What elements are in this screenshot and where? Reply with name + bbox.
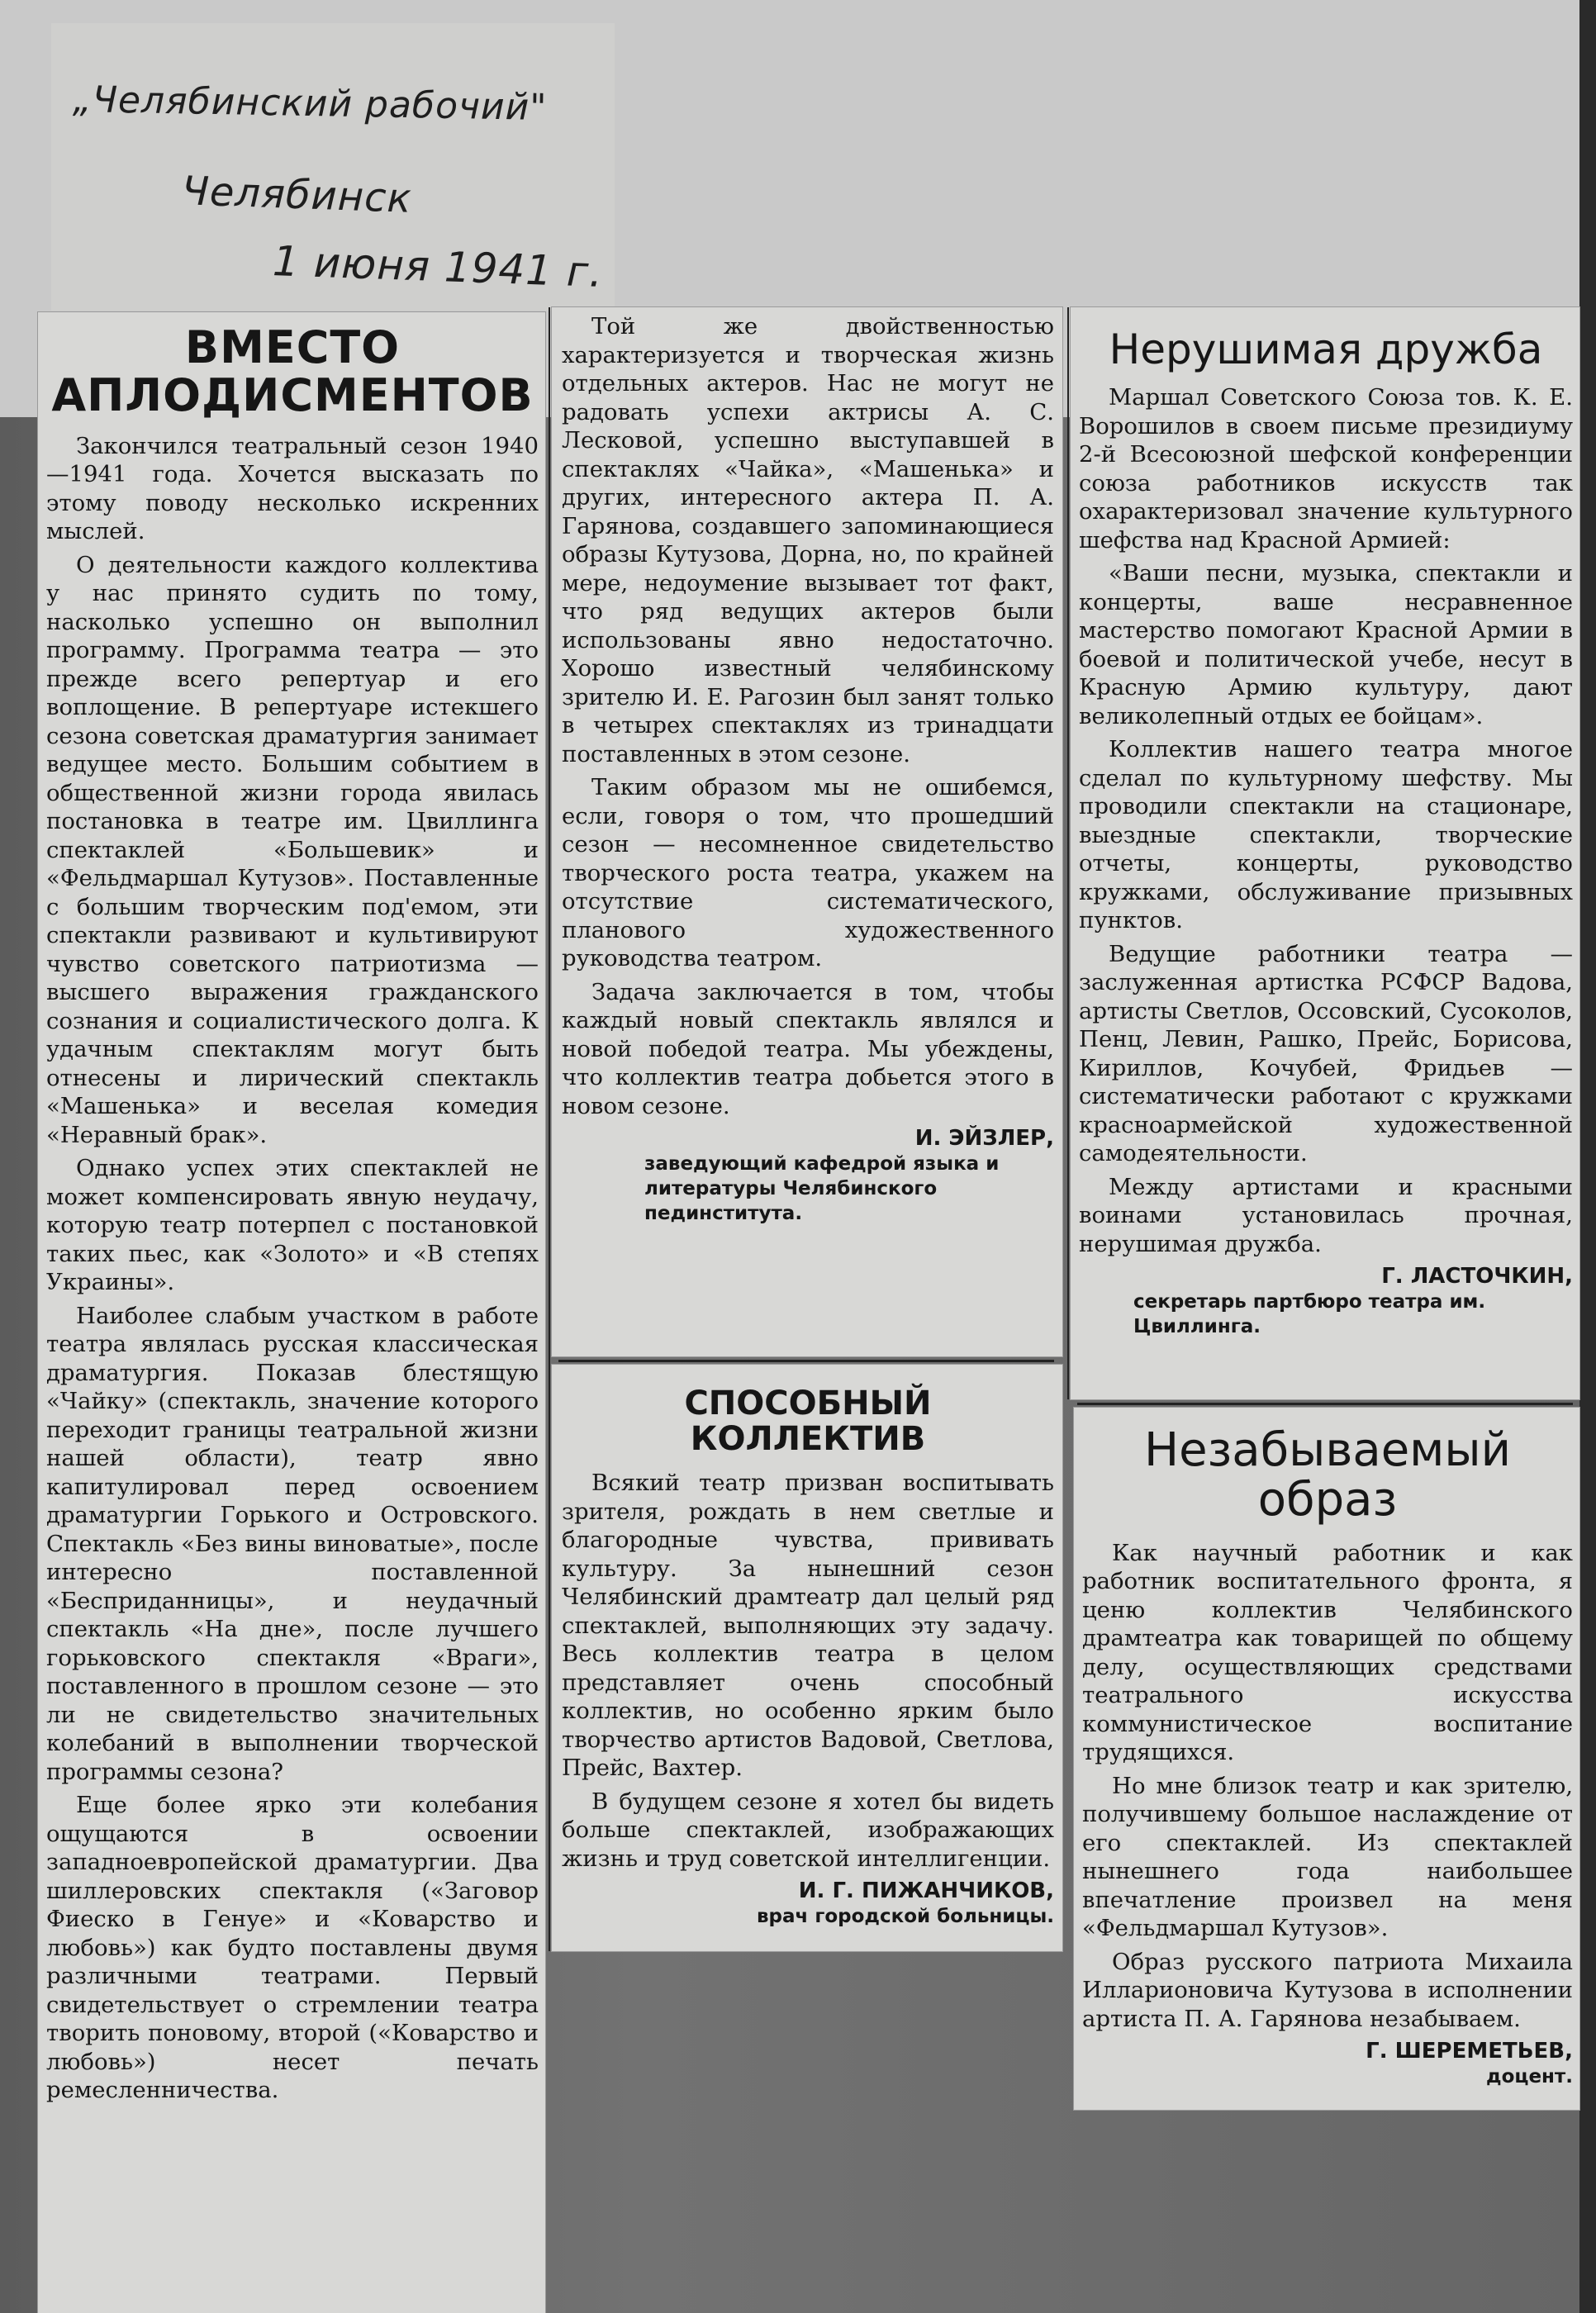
- article-nerushimaya: [1079, 312, 1573, 1393]
- paragraph: Маршал Советского Союза тов. К. Е. Ворошилов в своем письме президиуму 2-й Всесоюзной шефской конференции союза работников искусств так охарактеризовал значение культурного шефства над Красной Армией:: [1079, 384, 1573, 553]
- author-signature: И. Г. ПИЖАНЧИКОВ,: [798, 1878, 1054, 1904]
- label-date: 1 июня 1941 г.: [272, 237, 605, 297]
- paragraph: Как научный работник и как работник воспитательного фронта, я ценю коллектив Челябинского драмтеатра как товарищей по общему делу, осуществляющих средствами театрального искусства коммунистическое воспитание трудящихся.: [1082, 1539, 1573, 1766]
- article-body: [562, 312, 1054, 1120]
- board-edge: [1579, 0, 1596, 2313]
- article-sposobny: [562, 1371, 1054, 1946]
- label-city: Челябинск: [181, 168, 413, 222]
- clipping-label: [51, 23, 615, 311]
- author-position: врач городской больницы.: [756, 1906, 1054, 1928]
- author-signature: Г. ЛАСТОЧКИН,: [1381, 1264, 1573, 1289]
- paragraph: «Ваши песни, музыка, спектакли и концерты, ваше несравненное мастерство помогают Красной Армии в боевой и политической учебе, несут в Красную Армию культуру, дают великолепный отдых ее бойцам».: [1079, 560, 1573, 729]
- author-signature: И. ЭЙЗЛЕР,: [914, 1126, 1054, 1151]
- column-rule: [1067, 307, 1069, 1399]
- paragraph: Той же двойственностью характеризуется и творческая жизнь отдельных актеров. Нас не могут не радовать успехи актрисы А. С. Лесковой, успешно выступавшей в спектаклях «Чайка», «Машенька» и других, интересного актера П. А. Гарянова, создавшего запоминающиеся образы Кутузова, Дорна, но, по крайней мере, недоумение вызывает тот факт, что ряд ведущих актеров были использованы явно недостаточно. Хорошо известный челябинскому зрителю И. Е. Рагозин был занят только в четырех спектаклях из тринадцати поставленных в этом сезоне.: [562, 313, 1054, 767]
- author-signature: Г. ШЕРЕМЕТЬЕВ,: [1366, 2039, 1573, 2064]
- article-body: [46, 432, 539, 2105]
- paragraph: Наиболее слабым участком в работе театра являлась русская классическая драматургия. Показав блестящую «Чайку» (спектакль, значение которого переходит границы театральной жизни нашей области), театр явно капитулировал перед освоением драматургии Горького и Островского. Спектакль «Без вины виноватые», после интересно поставленной «Бесприданницы», и неудачный спектакль «На дне», после лучшего горьковского спектакля «Враги», поставленного в прошлом сезоне — это ли не свидетельство значительных колебаний в выполнении творческой программы сезона?: [46, 1302, 539, 1785]
- paragraph: Закончился театральный сезон 1940—1941 года. Хочется высказать по этому поводу несколько искренних мыслей.: [46, 432, 539, 545]
- article-title: АПЛОДИСМЕНТОВ: [51, 369, 534, 422]
- section-rule: [1077, 1403, 1573, 1405]
- paragraph: О деятельности каждого коллектива у нас принято судить по тому, насколько успешно он выполнил программу. Программа театра — это прежде всего репертуар и его воплощение. В репертуаре истекшего сезона советская драматургия занимает ведущее место. Большим событием в общественной жизни города явилась постановка в театре им. Цвиллинга спектаклей «Большевик» и «Фельдмаршал Кутузов». Поставленные с большим творческим под'емом, эти спектакли развивают и культивируют чувство советского патриотизма — высшего выражения гражданского сознания и социалистического долга. К удачным спектаклям могут быть отнесены и лирический спектакль «Машенька» и веселая комедия «Неравный брак».: [46, 551, 539, 1148]
- column-rule: [549, 307, 550, 1951]
- label-newspaper: „Челябинский рабочий": [72, 78, 548, 130]
- article-title: Нерушимая дружба: [1109, 325, 1543, 373]
- article-nezabyvaemy: [1082, 1414, 1573, 2105]
- author-position: секретарь партбюро театра им. Цвиллинга.: [1133, 1291, 1486, 1337]
- paragraph: Между артистами и красными воинами установилась прочная, нерушимая дружба.: [1079, 1173, 1573, 1257]
- paragraph: Однако успех этих спектаклей не может компенсировать явную неудачу, которую театр потерпел с постановкой таких пьес, как «Золото» и «В степях Украины».: [46, 1155, 539, 1296]
- paragraph: Ведущие работники театра — заслуженная артистка РСФСР Вадова, артисты Светлов, Оссовский, Сусоколов, Пенц, Левин, Рашко, Прейс, Борисова, Кириллов, Кочубей, Фридьев — систематически работают с кружками красноармейской художественной самодеятельности.: [1079, 940, 1573, 1166]
- article-vmesto-continuation: [562, 312, 1054, 1350]
- paragraph: Образ русского патриота Михаила Илларионовича Кутузова в исполнении артиста П. А. Гарянова незабываем.: [1082, 1948, 1573, 2032]
- author-position: заведующий кафедрой языка и литературы Челябинского пединститута.: [644, 1153, 1000, 1224]
- article-body: [562, 1469, 1054, 1873]
- paragraph: Коллектив нашего театра многое сделал по культурному шефству. Мы проводили спектакли на стационаре, выездные спектакли, творческие отчеты, концерты, руководство кружками, обслуживание призывных пунктов.: [1079, 736, 1573, 933]
- article-vmesto: [46, 316, 539, 2306]
- article-title: ВМЕСТО: [184, 321, 401, 373]
- author-position: доцент.: [1486, 2066, 1573, 2088]
- paragraph: Еще более ярко эти колебания ощущаются в освоении западноевропейской драматургии. Два шиллеровских спектакля («Заговор Фиеско в Генуе» и «Коварство и любовь») как будто поставлены двумя различными театрами. Первый свидетельствует о стремлении театра творить поновому, второй («Коварство и любовь») несет печать ремесленничества.: [46, 1792, 539, 2104]
- paragraph: Всякий театр призван воспитывать зрителя, рождать в нем светлые и благородные чувства, прививать культуру. За нынешний сезон Челябинский драмтеатр дал целый ряд спектаклей, выполняющих эту задачу. Весь коллектив театра в целом представляет очень способный коллектив, но особенно ярким было творчество артистов Вадовой, Светлова, Прейс, Вахтер.: [562, 1470, 1054, 1782]
- paragraph: Задача заключается в том, чтобы каждый новый спектакль являлся и новой победой театра. Мы убеждены, что коллектив театра добьется этого в новом сезоне.: [562, 978, 1054, 1119]
- paragraph: В будущем сезоне я хотел бы видеть больше спектаклей, изображающих жизнь и труд советской интеллигенции.: [562, 1788, 1054, 1872]
- article-body: [1079, 383, 1573, 1258]
- paragraph: Таким образом мы не ошибемся, если, говоря о том, что прошедший сезон — несомненное свидетельство творческого роста театра, укажем на отсутствие систематического, планового художественного руководства театром.: [562, 774, 1054, 971]
- article-title: СПОСОБНЫЙ КОЛЛЕКТИВ: [684, 1384, 932, 1459]
- paragraph: Но мне близок театр и как зрителю, получившему большое наслаждение от его спектаклей. Из спектаклей нынешнего года наибольшее впечатление произвел на меня «Фельдмаршал Кутузов».: [1082, 1772, 1573, 1942]
- section-rule: [558, 1360, 1054, 1362]
- article-title: образ: [1257, 1473, 1398, 1527]
- article-title: Незабываемый: [1143, 1423, 1512, 1477]
- article-body: [1082, 1539, 1573, 2034]
